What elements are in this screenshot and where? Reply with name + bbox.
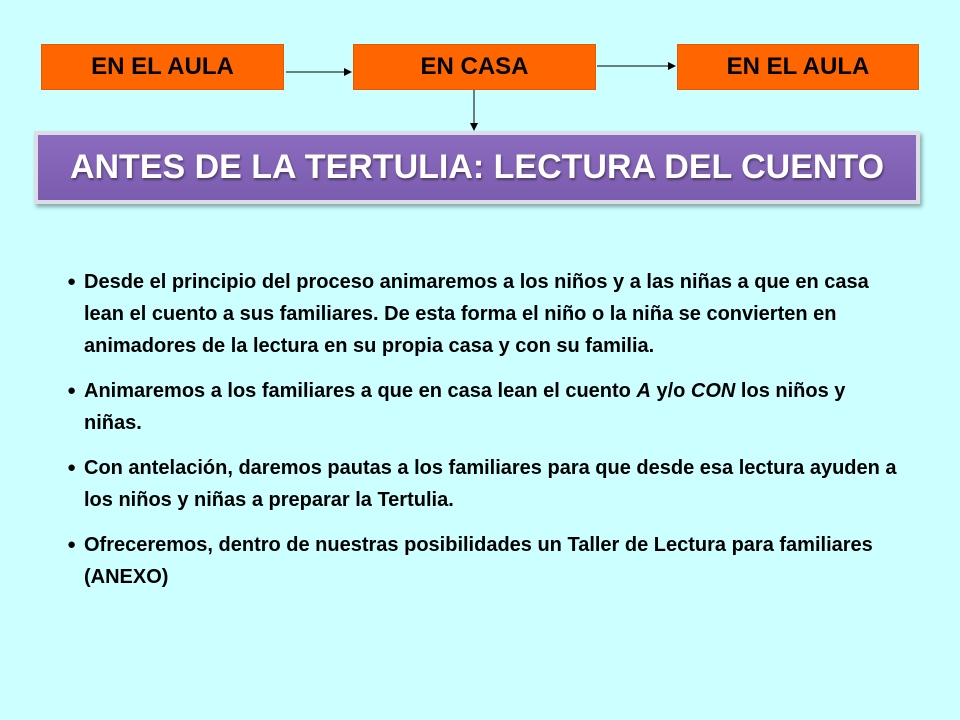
list-item bbox=[66, 452, 906, 516]
flow-step-label: EN EL AULA bbox=[91, 53, 234, 80]
bullet-icon: ● bbox=[67, 273, 77, 290]
bullet-emphasis: CON bbox=[690, 380, 736, 402]
bullet-icon: ● bbox=[67, 382, 77, 399]
list-item bbox=[66, 529, 906, 593]
bullet-text: Ofreceremos, dentro de nuestras posibilidades un Taller de Lectura para familiares (ANEXO) bbox=[84, 534, 873, 588]
flow-step-label: EN CASA bbox=[420, 53, 529, 80]
bullet-list bbox=[66, 266, 906, 606]
list-item bbox=[66, 266, 906, 362]
bullet-emphasis: A bbox=[636, 380, 651, 402]
flow-arrows bbox=[0, 0, 960, 140]
flow-step-label: EN EL AULA bbox=[726, 53, 870, 80]
bullet-icon: ● bbox=[67, 536, 77, 553]
bullet-text: Con antelación, daremos pautas a los familiares para que desde esa lectura ayuden a los niños y niñas a preparar la Tertulia. bbox=[84, 457, 897, 511]
bullet-text-pre: Animaremos a los familiares a que en casa lean el cuento bbox=[84, 380, 637, 402]
section-banner bbox=[34, 131, 920, 204]
list-item bbox=[66, 375, 906, 439]
bullet-icon: ● bbox=[67, 459, 77, 476]
banner-title: ANTES DE LA TERTULIA: LECTURA DEL CUENTO bbox=[38, 135, 916, 200]
bullet-text: Desde el principio del proceso animaremos a los niños y a las niñas a que en casa lean el cuento a sus familiares. De esta forma el niño o la niña se convierten en animadores de la lectura en su propia casa y con su familia. bbox=[84, 271, 869, 357]
bullet-text-mid: y/o bbox=[650, 380, 691, 402]
bullet-text-post: los niños y niñas. bbox=[84, 380, 846, 434]
